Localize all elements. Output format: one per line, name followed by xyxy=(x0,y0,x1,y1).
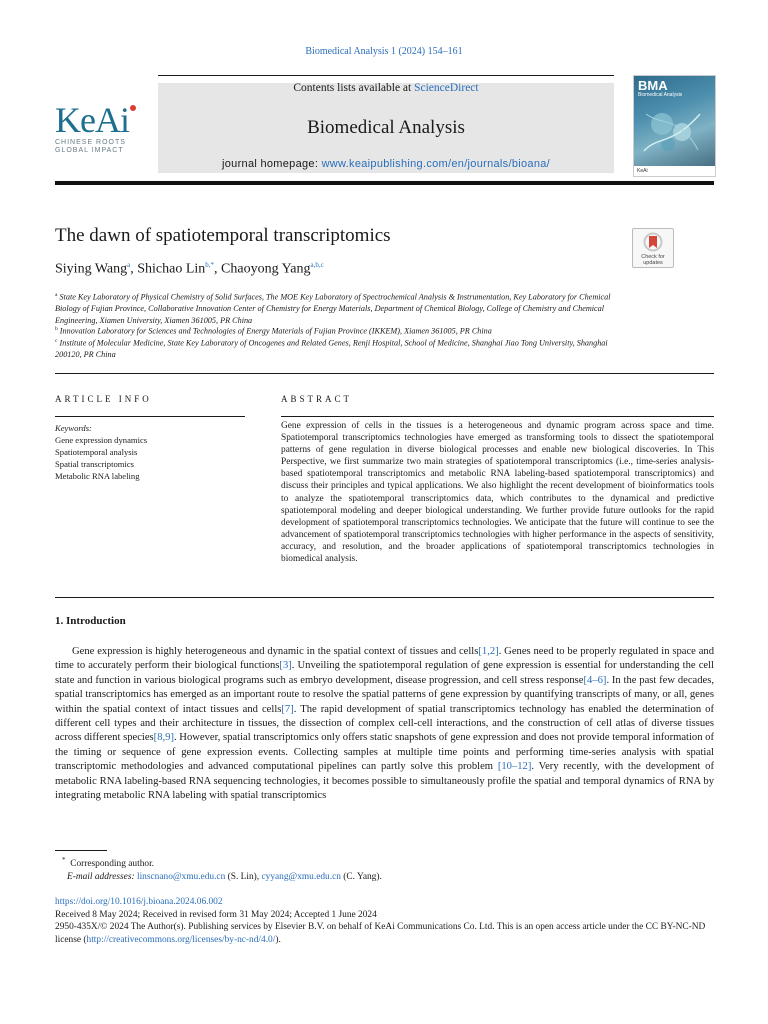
email-label: E-mail addresses: xyxy=(67,872,137,883)
journal-cover-image[interactable] xyxy=(633,75,716,177)
author-affiliation-mark[interactable]: a xyxy=(127,261,131,269)
abstract-end-divider xyxy=(55,597,714,598)
article-info-rule xyxy=(55,416,245,417)
email-owner: (S. Lin), xyxy=(225,872,262,883)
keyword-item: Spatial transcriptomics xyxy=(55,459,134,469)
check-for-updates-button[interactable] xyxy=(632,228,674,268)
journal-homepage-line xyxy=(158,158,614,170)
received-dates: Received 8 May 2024; Received in revised form 31 May 2024; Accepted 1 June 2024 xyxy=(55,909,377,920)
license-text: 2950-435X/© 2024 The Author(s). Publishing services by Elsevier B.V. on behalf of KeAi Communications Co. Ltd. This is an open access article under the CC BY-NC-ND license ( xyxy=(55,922,706,945)
abstract-rule xyxy=(281,416,714,417)
citation-link[interactable]: [10–12] xyxy=(497,761,532,773)
paragraph-text: . Genes need to be properly regulated in space and time to accurately perform their biological functions xyxy=(55,646,714,672)
doi-link[interactable]: https://doi.org/10.1016/j.bioana.2024.06.002 xyxy=(55,897,223,907)
cover-subtitle: Biomedical Analysis xyxy=(638,92,683,98)
check-updates-label-2: updates xyxy=(643,260,663,266)
affiliation-text: Institute of Molecular Medicine, State Key Laboratory of Oncogenes and Related Genes, Renji Hospital, School of Medicine, Shanghai Jiao Tong University, Shanghai 200120, PR China xyxy=(55,338,608,360)
paragraph-text: . Unveiling the spatiotemporal regulation of gene expression is essential for understanding the cell state and function in various biological programs such as embryo development, disease progression, and cell stress response xyxy=(55,660,715,686)
paragraph-text: . However, spatial transcriptomics only offers static snapshots of gene expression and does not provide temporal information of the timing or sequence of gene expression events. Collecting samples at multiple time points and performing time-series analysis with spatial transcriptomic methodologies and advanced computational pipelines can partly solve this problem xyxy=(55,732,715,773)
homepage-prefix: journal homepage: xyxy=(221,158,322,170)
journal-title: Biomedical Analysis xyxy=(307,117,465,138)
keyword-item: Spatiotemporal analysis xyxy=(55,447,138,457)
logo-wordmark: KeAi xyxy=(55,100,129,140)
citation-link[interactable]: [8,9] xyxy=(153,732,174,744)
homepage-link[interactable]: www.keaipublishing.com/en/journals/bioana/ xyxy=(321,158,551,170)
contents-available-line xyxy=(158,82,614,94)
keywords-block xyxy=(55,422,255,482)
logo-tagline-line-2: GLOBAL IMPACT xyxy=(55,147,124,154)
banner-top-rule xyxy=(158,75,614,76)
affiliation-a xyxy=(55,290,615,326)
header-divider xyxy=(55,181,714,185)
keai-logo[interactable] xyxy=(55,100,150,155)
corresponding-author-note xyxy=(62,854,382,871)
author-affiliation-mark[interactable]: a,b,c xyxy=(310,261,324,269)
article-title: The dawn of spatiotemporal transcriptomics xyxy=(55,225,391,246)
sciencedirect-link[interactable]: ScienceDirect xyxy=(414,82,479,94)
affiliation-c xyxy=(55,336,615,361)
contents-prefix: Contents lists available at xyxy=(293,82,415,94)
affiliation-mark: a xyxy=(55,292,58,298)
license-statement xyxy=(55,921,714,946)
corresponding-label: Corresponding author. xyxy=(70,859,155,870)
corresponding-mark: * xyxy=(62,856,66,864)
author-name: Shichao Lin xyxy=(137,261,206,277)
affiliation-mark: b xyxy=(55,326,58,332)
email-link[interactable]: cyyang@xmu.edu.cn xyxy=(261,872,341,883)
affiliation-mark: c xyxy=(55,338,58,344)
cover-title: BMA xyxy=(638,78,668,93)
abstract-text: Gene expression of cells in the tissues is a heterogeneous and dynamic program across space and time. Spatiotemporal transcriptomics technologies have emerged as transforming tools to dissect the spatiotemporal patterns of gene regulation in diverse biological processes and enable new biological discoveries. In This Perspective, we first summarize two main strategies of spatiotemporal transcriptomics (i.e., time-series analysis-based spatiotemporal transcriptomics and metabolic RNA labeling-based spatiotemporal transcriptomics) and discuss their principles and typical applications. We also highlight the recent development of bioinformatics tools to analyze the spatiotemporal transcriptomics data, which contributes to the dynamical and predictive spatiotemporal modeling and deeper biological understanding. We further provide future outlooks for the rapid development of spatiotemporal transcriptomics technologies. We anticipate that the future will continue to see the advancement of spatiotemporal transcriptomics technologies with higher performance in the aspects of sensitivity, accuracy, and resolution, and the broader applications of spatiotemporal transcriptomics technologies in biomedical analysis. xyxy=(281,421,714,565)
paragraph-text: Gene expression is highly heterogeneous and dynamic in the spatial context of tissues and cells xyxy=(72,646,479,657)
check-updates-icon xyxy=(642,232,664,252)
author-list: Siying Wang$^a$, Shichao Lin$^{b,*}$, Chaoyong Yang$^{a,b,c}$ xyxy=(55,261,324,277)
license-text-end: ). xyxy=(275,934,281,945)
logo-dot-icon xyxy=(130,105,136,111)
introduction-paragraph xyxy=(55,645,714,803)
section-heading-introduction: 1. Introduction xyxy=(55,615,126,627)
license-link[interactable]: http://creativecommons.org/licenses/by-nc-nd/4.0/ xyxy=(86,934,276,945)
email-owner: (C. Yang). xyxy=(340,872,382,883)
author-name: Siying Wang xyxy=(55,261,128,277)
footnotes xyxy=(62,854,382,884)
logo-tagline-line-1: CHINESE ROOTS xyxy=(55,139,126,146)
cover-footer-label: KeAi xyxy=(637,168,648,174)
keyword-item: Gene expression dynamics xyxy=(55,435,148,445)
citation-link[interactable]: [3] xyxy=(279,660,292,672)
email-addresses xyxy=(67,871,382,884)
journal-header xyxy=(55,75,714,183)
abstract-heading: ABSTRACT xyxy=(281,394,353,404)
citation-link[interactable]: [1,2] xyxy=(478,646,499,657)
section-divider xyxy=(55,373,714,374)
check-updates-label-1: Check for xyxy=(641,254,665,260)
keyword-item: Metabolic RNA labeling xyxy=(55,471,140,481)
paragraph-text: . In the past few decades, spatial transcriptomics has emerged as an important route to resolve the spatial patterns of gene expression by quantifying transcripts of many, or all, genes within the spatial context of intact tissues and cells xyxy=(55,674,714,715)
citation-link[interactable]: [4–6] xyxy=(583,674,607,686)
paragraph-text: . The rapid development of spatial transcriptomics technology has enabled the determination of different cell types and their architecture in tissues, the dissection of complex cell-cell interactions, and the construction of cell atlas of diverse tissues across different species xyxy=(55,703,715,744)
article-metadata xyxy=(55,896,714,946)
cover-footer-band xyxy=(634,166,715,176)
cover-artwork xyxy=(642,106,702,156)
citation-link[interactable]: [7] xyxy=(281,703,294,715)
keywords-heading: Keywords: xyxy=(55,423,92,433)
paragraph-text: . Very recently, with the development of metabolic RNA labeling-based RNA sequencing technologies, it becomes possible to simultaneously profile the spatial and temporal dynamics of RNA by integrating metabolic RNA labeling with spatial transcriptomics xyxy=(55,761,714,802)
email-link[interactable]: linscnano@xmu.edu.cn xyxy=(136,872,226,883)
journal-reference[interactable]: Biomedical Analysis 1 (2024) 154–161 xyxy=(305,46,463,57)
affiliation-text: Innovation Laboratory for Sciences and Technologies of Energy Materials of Fujian Province (IKKEM), Xiamen 361005, PR China xyxy=(59,326,492,336)
article-info-heading: ARTICLE INFO xyxy=(55,394,152,404)
author-name: Chaoyong Yang xyxy=(221,261,311,277)
author-affiliation-mark[interactable]: b,* xyxy=(205,261,215,269)
footnote-rule xyxy=(55,850,107,851)
affiliation-text: State Key Laboratory of Physical Chemistry of Solid Surfaces, The MOE Key Laboratory of Spectrochemical Analysis & Instrumentation, Key Laboratory for Chemical Biology of Fujian Province, Collaborative Innovation Center of Chemistry for Energy Materials, Department of Chemical Biology, College of Chemistry and Chemical Engineering, Xiamen University, Xiamen 361005, PR China xyxy=(55,292,611,325)
logo-tagline xyxy=(55,139,150,155)
